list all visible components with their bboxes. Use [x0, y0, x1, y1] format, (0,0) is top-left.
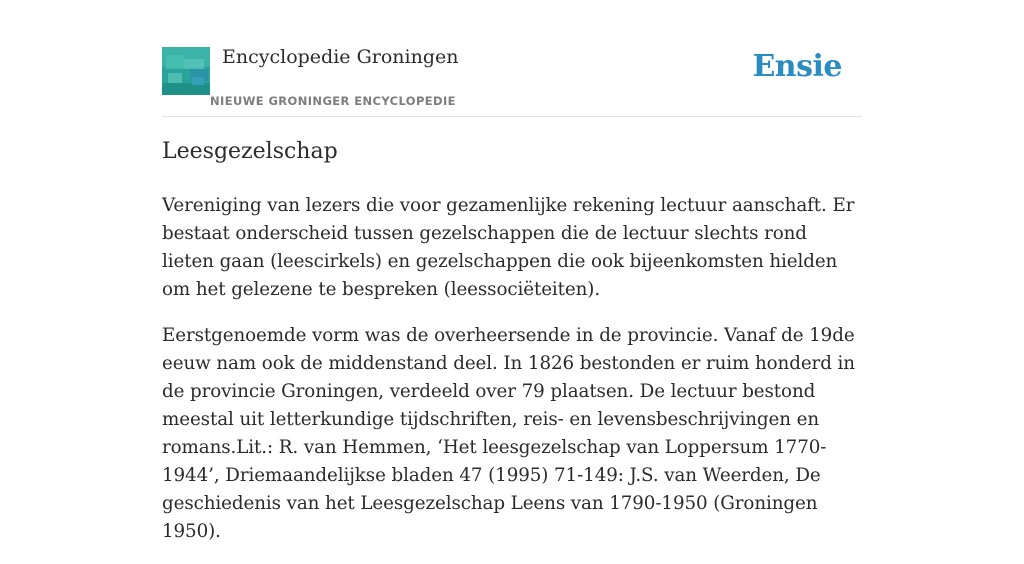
site-logo[interactable] [162, 47, 210, 95]
site-header [162, 0, 862, 117]
site-title[interactable]: Encyclopedie Groningen [222, 46, 459, 68]
article-title: Leesgezelschap [162, 139, 338, 164]
article-paragraph: Eerstgenoemde vorm was de overheersende in de provincie. Vanaf de 19de eeuw nam ook de middenstand deel. In 1826 bestonden er ruim honderd in de provincie Groningen, verdeeld over 79 plaatsen. De lectuur bestond meestal uit letterkundige tijdschriften, reis- en levensbeschrijvingen en romans.Lit.: R. van Hemmen, ‘Het leesgezelschap van Loppersum 1770-1944’, Driemaandelijkse bladen 47 (1995) 71-149: J.S. van Weerden, De geschiedenis van het Leesgezelschap Leens van 1790-1950 (Groningen 1950). [162, 325, 855, 542]
ensie-brand-link[interactable]: Ensie [752, 49, 842, 84]
logo-image-icon [162, 47, 210, 95]
article-paragraph: Vereniging van lezers die voor gezamenlijke rekening lectuur aanschaft. Er bestaat onderscheid tussen gezelschappen die de lectuur slechts rond lieten gaan (leescirkels) en gezelschappen die ook bijeenkomsten hielden om het gelezene te bespreken (leessociëteiten). [162, 195, 855, 300]
site-subtitle: NIEUWE GRONINGER ENCYCLOPEDIE [210, 94, 456, 108]
article-body [162, 192, 862, 564]
